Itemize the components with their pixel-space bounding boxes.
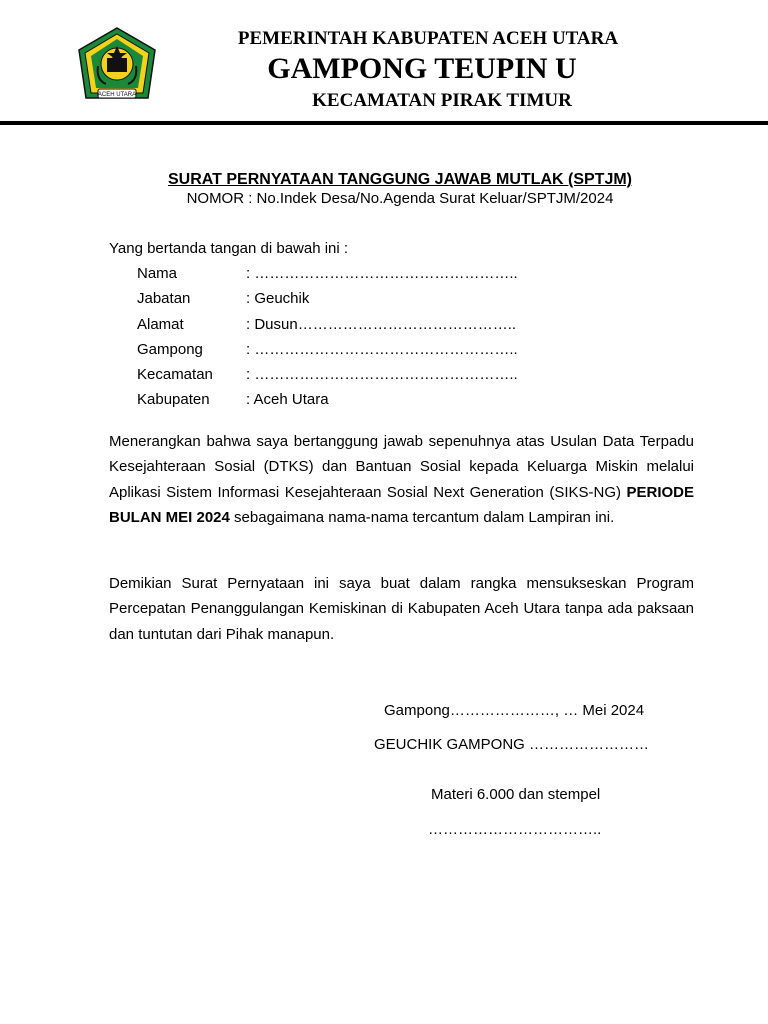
field-value-gampong: : …………………………………………….. [246, 341, 518, 358]
svg-text:ACEH UTARA: ACEH UTARA [97, 92, 137, 98]
field-label-kabupaten: Kabupaten [137, 391, 210, 408]
stamp-note: Materi 6.000 dan stempel [431, 786, 601, 803]
field-value-kecamatan: : …………………………………………….. [246, 366, 518, 383]
letterhead-government: PEMERINTAH KABUPATEN ACEH UTARA [237, 28, 619, 49]
field-label-kecamatan: Kecamatan [137, 366, 213, 383]
statement-text-1: Menerangkan bahwa saya bertanggung jawab sepenuhnya atas Usulan Data Terpadu Kesejahteraan Sosial (DTKS) dan Bantuan Sosial kepada Keluarga Miskin melalui Aplikasi Sistem Informasi Kesejahteraan Sosial Next Generation (SIKS-NG) [109, 433, 694, 501]
closing-paragraph: Demikian Surat Pernyataan ini saya buat dalam rangka mensukseskan Program Percepatan Penanggulangan Kemiskinan di Kabupaten Aceh Utara tanpa ada paksaan dan tuntutan dari Pihak manapun. [109, 575, 694, 643]
statement-paragraph [109, 429, 694, 531]
document-title: SURAT PERNYATAAN TANGGUNG JAWAB MUTLAK (SPTJM) [168, 171, 632, 188]
field-label-alamat: Alamat [137, 316, 184, 333]
intro-text: Yang bertanda tangan di bawah ini : [109, 240, 349, 257]
letterhead-village: GAMPONG TEUPIN U [267, 52, 577, 85]
letterhead-district: KECAMATAN PIRAK TIMUR [312, 90, 572, 111]
field-label-nama: Nama [137, 265, 178, 282]
document-number: NOMOR : No.Indek Desa/No.Agenda Surat Keluar/SPTJM/2024 [186, 190, 614, 207]
signature-name-line: …………………………….. [428, 821, 602, 838]
field-value-alamat: : Dusun…………………………………….. [246, 316, 517, 333]
signature-position: GEUCHIK GAMPONG …………………… [374, 736, 650, 753]
field-value-kabupaten: : Aceh Utara [246, 391, 329, 408]
field-label-gampong: Gampong [137, 341, 203, 358]
letterhead-divider [0, 121, 768, 125]
field-label-jabatan: Jabatan [137, 290, 191, 307]
period-text: PERIODE BULAN MEI 2024 [109, 483, 694, 527]
signature-place-date: Gampong…………………, … Mei 2024 [384, 702, 645, 719]
statement-text-2: sebagaimana nama-nama tercantum dalam Lampiran ini. [229, 509, 615, 527]
field-value-jabatan: : Geuchik [246, 290, 310, 307]
field-value-nama: : …………………………………………….. [246, 265, 518, 282]
